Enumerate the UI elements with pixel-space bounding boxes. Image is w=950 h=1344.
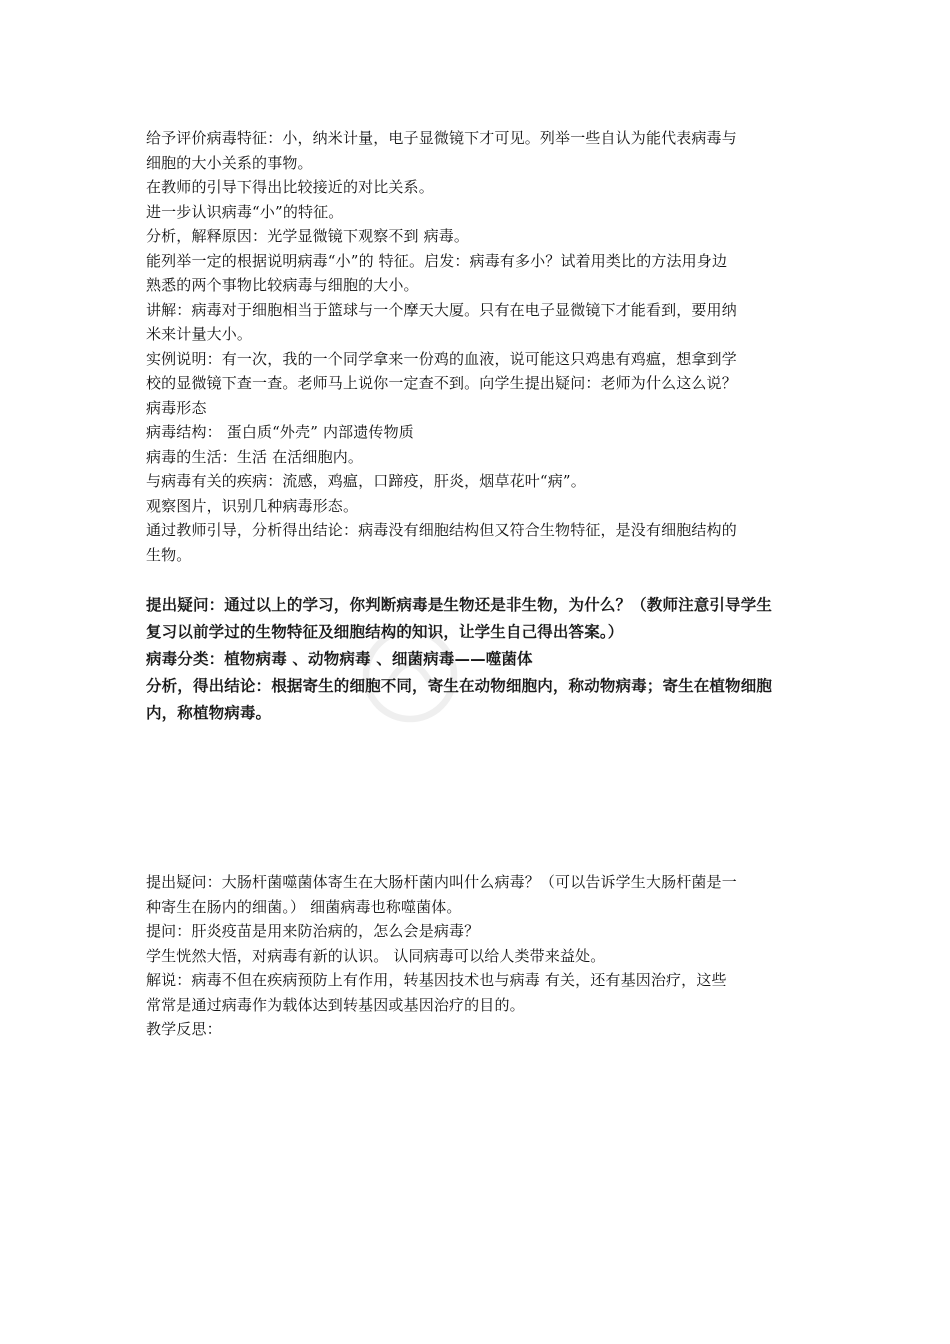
text-line: 在教师的引导下得出比较接近的对比关系。 [146,178,434,196]
text-line: 学生恍然大悟，对病毒有新的认识。 认同病毒可以给人类带来益处。 [146,946,606,965]
text-line: 病毒分类：植物病毒 、动物病毒 、细菌病毒——噬菌体 [146,650,533,668]
text-line: 米来计量大小。 [146,325,253,343]
text-line: 能列举一定的根据说明病毒“小”的 特征。启发：病毒有多小？试着用类比的方法用身边 [146,251,728,270]
lesson-section-virus-classification [146,592,810,727]
text-line: 细胞的大小关系的事物。 [146,153,313,172]
text-line: 与病毒有关的疾病：流感，鸡瘟，口蹄疫，肝炎，烟草花叶“病”。 [146,472,586,490]
watermark-logo [355,620,465,730]
text-line: 复习以前学过的生物特征及细胞结构的知识，让学生自己得出答案。） [146,623,624,641]
text-line: 实例说明：有一次，我的一个同学拿来一份鸡的血液，说可能这只鸡患有鸡瘟，想拿到学 [146,349,737,368]
text-line: 提出疑问：大肠杆菌噬菌体寄生在大肠杆菌内叫什么病毒？（可以告诉学生大肠杆菌是一 [146,873,737,891]
section-heading-reflection: 教学反思： [146,1020,222,1038]
text-line: 观察图片，识别几种病毒形态。 [146,496,359,515]
text-line: 内，称植物病毒。 [146,704,272,722]
text-line: 常常是通过病毒作为载体达到转基因或基因治疗的目的。 [146,995,525,1014]
text-line: 生物。 [146,545,192,564]
text-line: 通过教师引导，分析得出结论：病毒没有细胞结构但又符合生物特征，是没有细胞结构的 [146,521,737,539]
text-line: 分析，解释原因：光学显微镜下观察不到 病毒。 [146,227,470,245]
text-line: 讲解：病毒对于细胞相当于篮球与一个摩天大厦。只有在电子显微镜下才能看到，要用纳 [146,300,737,319]
text-line: 校的显微镜下查一查。老师马上说你一定查不到。向学生提出疑问：老师为什么这么说？ [146,374,737,392]
text-line: 种寄生在肠内的细菌。） 细菌病毒也称噬菌体。 [146,897,462,916]
lesson-section-virus-size [146,126,810,567]
text-line: 进一步认识病毒“小”的特征。 [146,202,344,221]
text-line: 分析，得出结论：根据寄生的细胞不同，寄生在动物细胞内，称动物病毒；寄生在植物细胞 [146,677,773,695]
text-line: 给予评价病毒特征：小，纳米计量，电子显微镜下才可见。列举一些自认为能代表病毒与 [146,129,737,147]
text-line: 解说：病毒不但在疾病预防上有作用，转基因技术也与病毒 有关，还有基因治疗，这些 [146,971,727,989]
lesson-section-virus-uses [146,870,810,1042]
text-line: 提出疑问：通过以上的学习，你判断病毒是生物还是非生物，为什么？（教师注意引导学生 [146,596,773,614]
text-line: 熟悉的两个事物比较病毒与细胞的大小。 [146,276,419,294]
text-line: 提问：肝炎疫苗是用来防治病的，怎么会是病毒？ [146,922,480,940]
text-line: 病毒的生活：生活 在活细胞内。 [146,447,364,466]
text-line: 病毒结构： 蛋白质“外壳” 内部遗传物质 [146,423,414,441]
text-line: 病毒形态 [146,398,207,417]
